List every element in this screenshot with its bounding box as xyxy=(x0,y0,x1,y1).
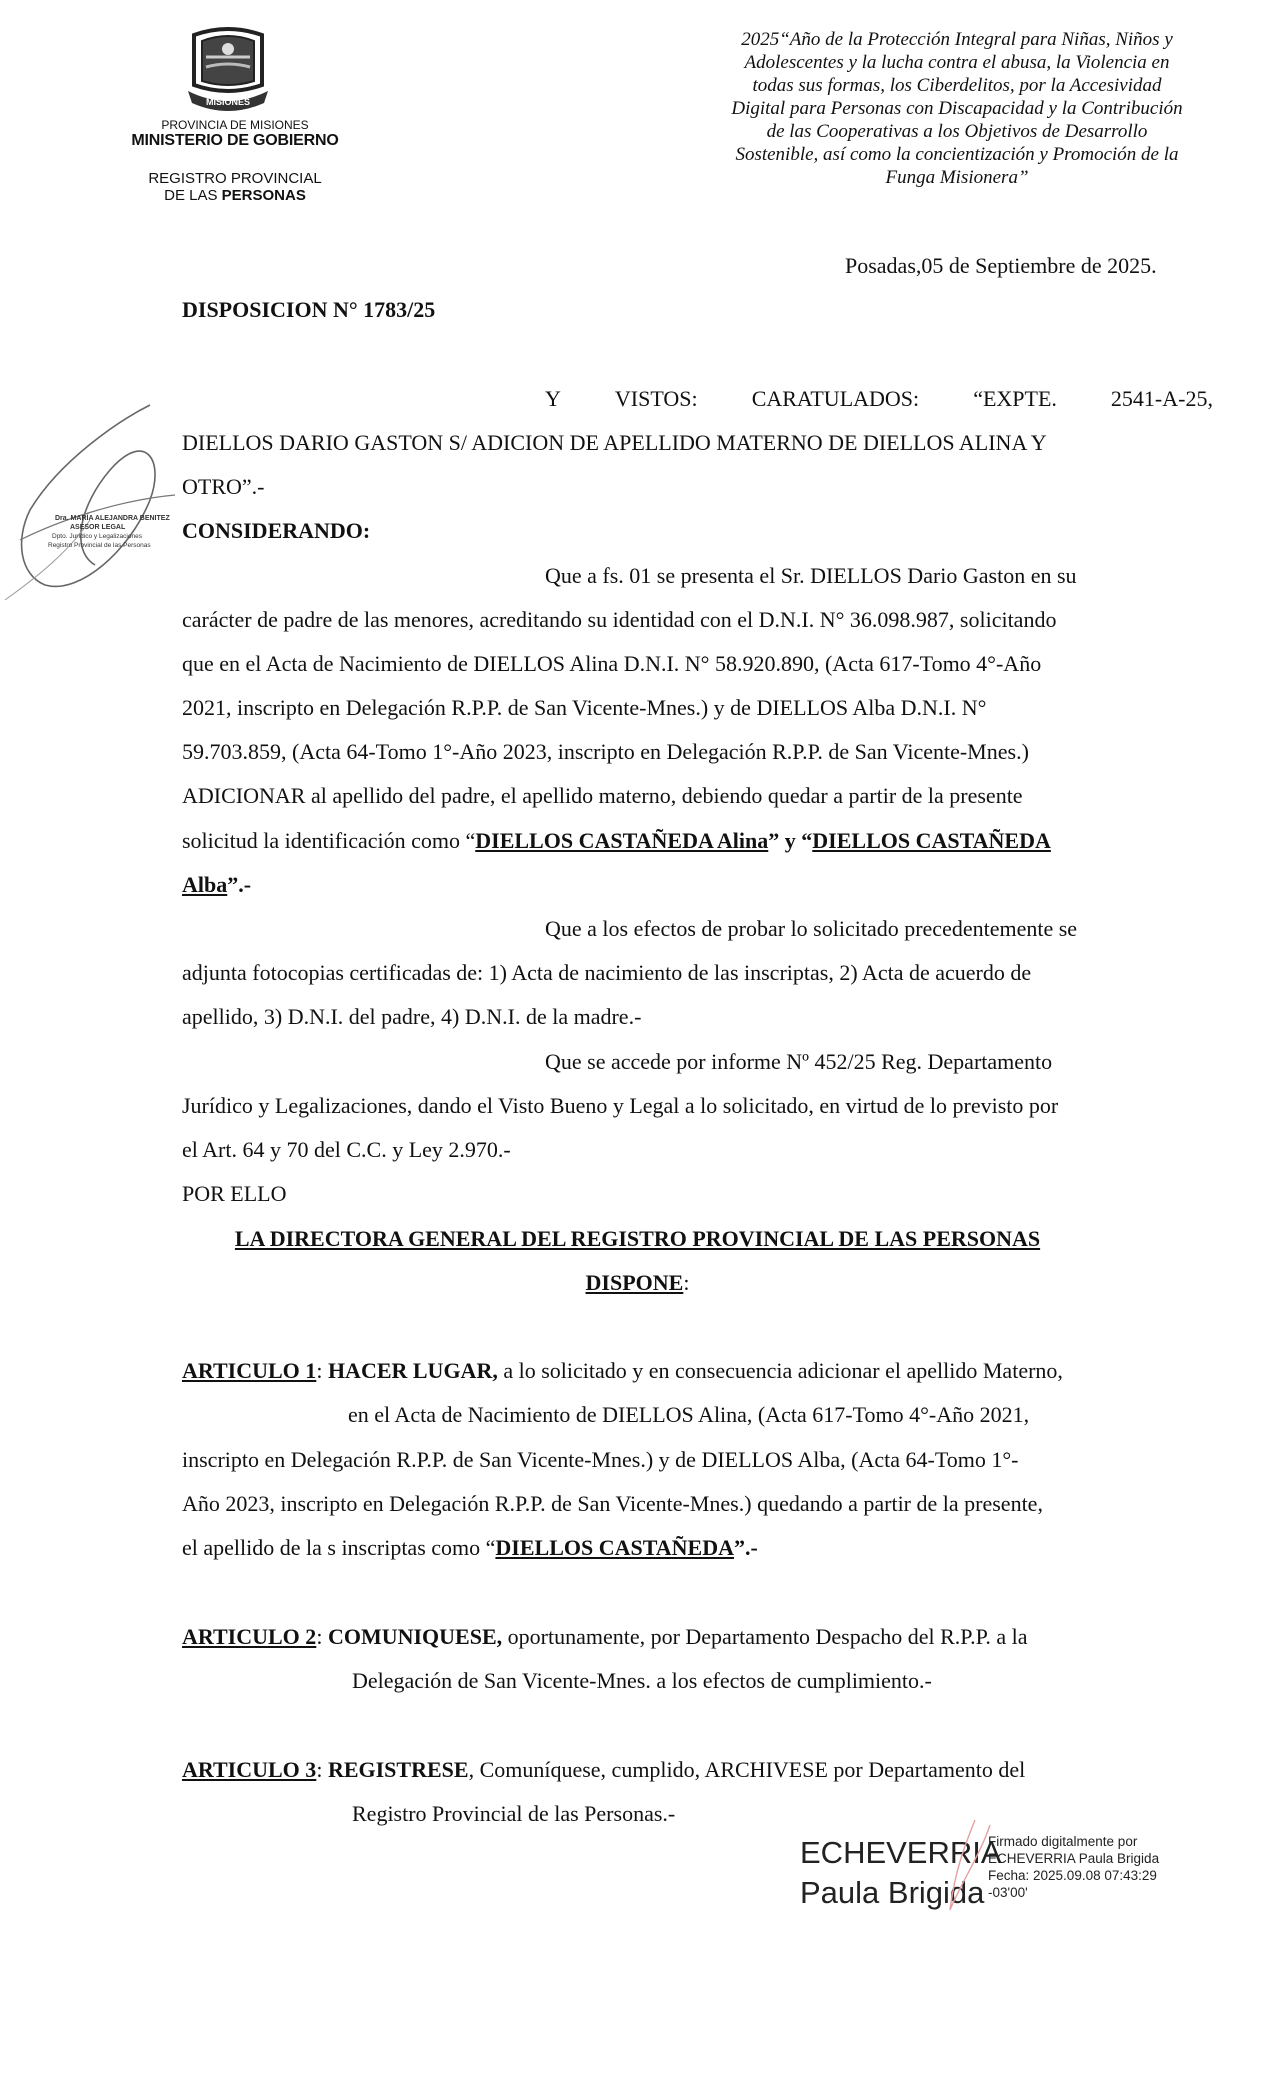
para3-line1: Que se accede por informe Nº 452/25 Reg. Departamento xyxy=(545,1049,1053,1074)
para2-line3: apellido, 3) D.N.I. del padre, 4) D.N.I. de la madre.- xyxy=(182,1004,642,1029)
province-seal-logo xyxy=(180,25,276,113)
considerando-title: CONSIDERANDO: xyxy=(182,518,371,543)
articulo2-line1: ARTICULO 2: COMUNIQUESE, oportunamente, por Departamento Despacho del R.P.P. a la xyxy=(182,1624,1028,1649)
articulo3-line1: ARTICULO 3: REGISTRESE, Comuníquese, cumplido, ARCHIVESE por Departamento del xyxy=(182,1757,1026,1782)
para3-line2: Jurídico y Legalizaciones, dando el Visto Bueno y Legal a lo solicitado, en virtud de lo previsto por xyxy=(182,1093,1059,1118)
stamp-line4: Registro Provincial de las Personas xyxy=(48,542,151,549)
para1-line5: 59.703.859, (Acta 64-Tomo 1°-Año 2023, inscripto en Delegación R.P.P. de San Vicente-Mnes.) xyxy=(182,739,1029,764)
vistos-line1: Y VISTOS: CARATULADOS: “EXPTE. 2541-A-25, xyxy=(545,386,1213,411)
registry-name-line1: REGISTRO PROVINCIAL xyxy=(148,170,322,187)
motto-line: Funga Misionera” xyxy=(885,167,1029,188)
motto-line: Digital para Personas con Discapacidad y la Contribución xyxy=(731,98,1183,119)
articulo2-label: ARTICULO 2 xyxy=(182,1624,317,1649)
legal-advisor-signature-stamp xyxy=(0,400,195,630)
articulo3-label: ARTICULO 3 xyxy=(182,1757,317,1782)
vistos-line3: OTRO”.- xyxy=(182,474,265,499)
para1-line7: solicitud la identificación como “DIELLOS CASTAÑEDA Alina” y “DIELLOS CASTAÑEDA xyxy=(182,828,1051,853)
para2-line1: Que a los efectos de probar lo solicitado precedentemente se xyxy=(545,916,1078,941)
para1-line1: Que a fs. 01 se presenta el Sr. DIELLOS Dario Gaston en su xyxy=(545,563,1077,588)
province-name: PROVINCIA DE MISIONES xyxy=(161,118,309,132)
registry-name-line2: DE LAS PERSONAS xyxy=(164,187,306,204)
para2-line2: adjunta fotocopias certificadas de: 1) Acta de nacimiento de las inscriptas, 2) Acta de acuerdo de xyxy=(182,960,1032,985)
por-ello: POR ELLO xyxy=(182,1181,287,1206)
stamp-line1: Dra. MARÍA ALEJANDRA BENITEZ xyxy=(55,515,170,522)
seal-text: MISIONES xyxy=(205,97,251,107)
para3-line3: el Art. 64 y 70 del C.C. y Ley 2.970.- xyxy=(182,1137,511,1162)
stamp-line2: ASESOR LEGAL xyxy=(70,524,126,531)
articulo2-line2: Delegación de San Vicente-Mnes. a los efectos de cumplimiento.- xyxy=(352,1668,932,1693)
stamp-line3: Dpto. Jurídico y Legalizaciones xyxy=(52,533,142,540)
motto-line: 2025“Año de la Protección Integral para Niñas, Niños y xyxy=(741,29,1173,50)
motto-line: Sostenible, así como la concientización y Promoción de la xyxy=(735,144,1179,165)
digital-signature-name: ECHEVERRIA Paula Brigida xyxy=(800,1835,1002,1910)
directora-heading: LA DIRECTORA GENERAL DEL REGISTRO PROVINCIAL DE LAS PERSONAS xyxy=(234,1226,1041,1251)
para1-line8: Alba”.- xyxy=(182,872,252,897)
para1-line2: carácter de padre de las menores, acreditando su identidad con el D.N.I. N° 36.098.987, solicitando xyxy=(182,607,1057,632)
ministry-name: MINISTERIO DE GOBIERNO xyxy=(131,132,339,149)
para1-line4: 2021, inscripto en Delegación R.P.P. de San Vicente-Mnes.) y de DIELLOS Alba D.N.I. N° xyxy=(182,695,987,720)
date-line: Posadas,05 de Septiembre de 2025. xyxy=(845,253,1157,278)
articulo1-line5: el apellido de la s inscriptas como “DIELLOS CASTAÑEDA”.- xyxy=(182,1535,758,1560)
articulo3-line2: Registro Provincial de las Personas.- xyxy=(352,1801,676,1826)
motto-line: de las Cooperativas a los Objetivos de Desarrollo xyxy=(766,121,1148,142)
articulo1-line4: Año 2023, inscripto en Delegación R.P.P. de San Vicente-Mnes.) quedando a partir de la presente, xyxy=(182,1491,1043,1516)
articulo1-line1: ARTICULO 1: HACER LUGAR, a lo solicitado y en consecuencia adicionar el apellido Materno, xyxy=(182,1358,1063,1383)
articulo1-line2: en el Acta de Nacimiento de DIELLOS Alina, (Acta 617-Tomo 4°-Año 2021, xyxy=(348,1402,1030,1427)
digital-signature-meta: Firmado digitalmente por ECHEVERRIA Paula Brigida Fecha: 2025.09.08 07:43:29 -03'00' xyxy=(988,1834,1160,1900)
para1-line3: que en el Acta de Nacimiento de DIELLOS Alina D.N.I. N° 58.920.890, (Acta 617-Tomo 4°-Año xyxy=(182,651,1042,676)
disposition-title: DISPOSICION N° 1783/25 xyxy=(182,297,436,322)
vistos-line2: DIELLOS DARIO GASTON S/ ADICION DE APELLIDO MATERNO DE DIELLOS ALINA Y xyxy=(182,430,1047,455)
motto-line: todas sus formas, los Ciberdelitos, por la Accesividad xyxy=(752,75,1162,96)
dispone-line: DISPONE: xyxy=(585,1270,690,1295)
articulo1-line3: inscripto en Delegación R.P.P. de San Vicente-Mnes.) y de DIELLOS Alba, (Acta 64-Tomo 1°- xyxy=(182,1447,1019,1472)
year-motto xyxy=(692,28,1222,189)
motto-line: Adolescentes y la lucha contra el abusa, la Violencia en xyxy=(744,52,1170,73)
para1-line6: ADICIONAR al apellido del padre, el apellido materno, debiendo quedar a partir de la presente xyxy=(182,783,1023,808)
articulo1-label: ARTICULO 1 xyxy=(182,1358,317,1383)
